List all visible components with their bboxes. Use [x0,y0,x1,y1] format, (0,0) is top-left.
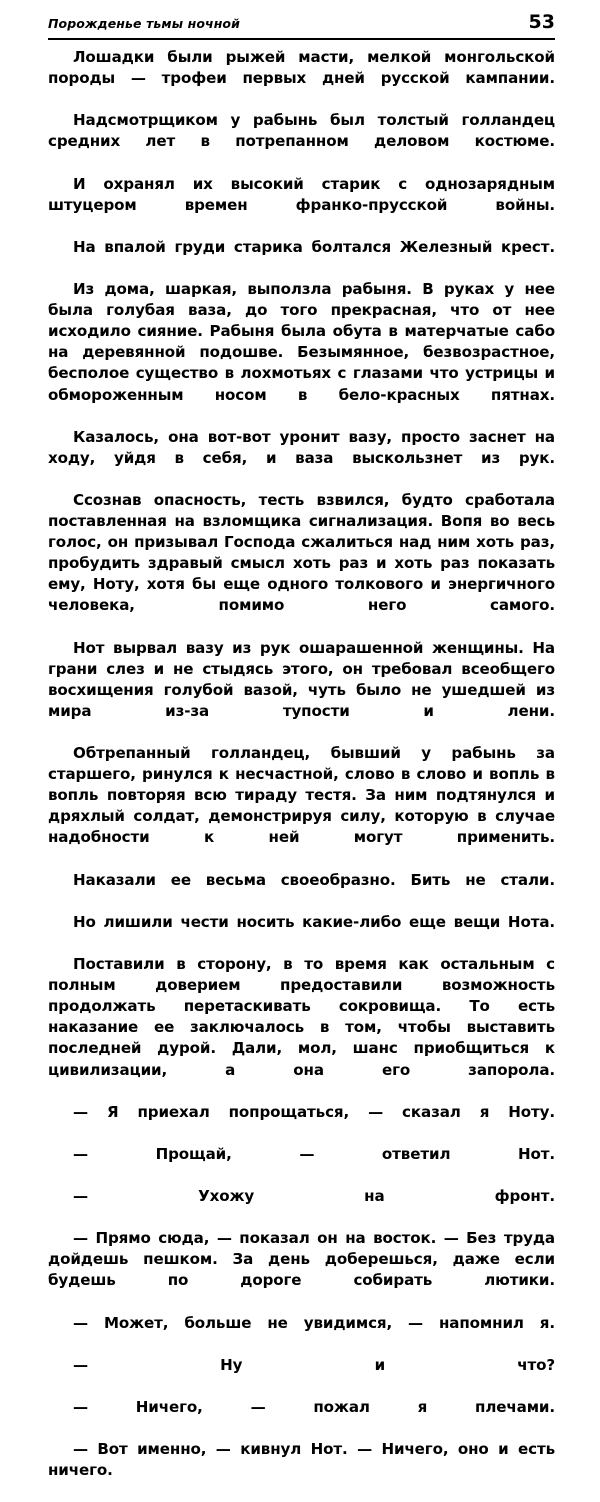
paragraph: — Ну и что? [73,1355,555,1374]
paragraph: Лошадки были рыжей масти, мелкой монгольской породы — трофеи первых дней русской кампании. [48,48,555,88]
paragraph: — Может, больше не увидимся, — напомнил я. [73,1313,555,1332]
paragraph: — Вот именно, — кивнул Нот. — Ничего, оно и есть ничего. [48,1440,555,1480]
running-head-title: Порожденье тьмы ночной [48,16,240,31]
running-head [48,11,555,38]
paragraph: Поставили в сторону, в то время как остальным с полным доверием предоставили возможность продолжать перетаскивать сокровища. То есть наказание ее заключалось в том, чтобы выставить последней дурой. Дали, мол, шанс приобщиться к цивилизации, а она его запорола. [48,955,555,1079]
paragraph: Обтрепанный голландец, бывший у рабынь за старшего, ринулся к несчастной, слово в слово и вопль в вопль повторяя всю тираду тестя. За ним подтянулся и дряхлый солдат, демонстрируя силу, которую в случае надобности к ней могут применить. [48,744,555,847]
paragraph: Наказали ее весьма своеобразно. Бить не стали. [73,870,555,889]
paragraph: Надсмотрщиком у рабынь был толстый голландец средних лет в потрепанном деловом костюме. [48,111,555,151]
page-number: 53 [528,11,555,33]
paragraph: На впалой груди старика болтался Железный крест. [73,237,555,256]
paragraph: — Прощай, — ответил Нот. [73,1144,555,1163]
header-rule [48,38,555,40]
paragraph: Из дома, шаркая, выползла рабыня. В руках у нее была голубая ваза, до того прекрасная, что от нее исходило сияние. Рабыня была обута в матерчатые сабо на деревянной подошве. Безымянное, безвозрастное, бесполое существо в лохмотьях с глазами что устрицы и обмороженным носом в бело-красных пятнах. [48,280,555,404]
paragraph: — Ухожу на фронт. [73,1187,555,1206]
paragraph: И охранял их высокий старик с однозарядным штуцером времен франко-прусской войны. [48,174,555,214]
paragraph: — Ничего, — пожал я плечами. [73,1398,555,1416]
body-text [48,47,555,1502]
paragraph: Ссознав опасность, тесть взвился, будто сработала поставленная на взломщика сигнализация. Вопя во весь голос, он призывал Господа сжалиться над ним хоть раз, пробудить здравый смысл хоть раз и хоть раз показать ему, Ноту, хотя бы еще одного толкового и энергичного человека, помимо него самого. [48,490,555,615]
paragraph: Но лишили чести носить какие-либо еще вещи Нота. [73,912,555,931]
paragraph: Казалось, она вот-вот уронит вазу, просто заснет на ходу, уйдя в себя, и ваза выскользнет из рук. [48,427,555,467]
paragraph: Нот вырвал вазу из рук ошарашенной женщины. На грани слез и не стыдясь этого, он требовал всеобщего восхищения голубой вазой, чуть было не ушедшей из мира из-за тупости и лени. [48,638,555,720]
paragraph: — Прямо сюда, — показал он на восток. — Без труда дойдешь пешком. За день доберешься, даже если будешь по дороге собирать лютики. [48,1229,555,1290]
paragraph: — Я приехал попрощаться, — сказал я Ноту. [73,1102,555,1121]
